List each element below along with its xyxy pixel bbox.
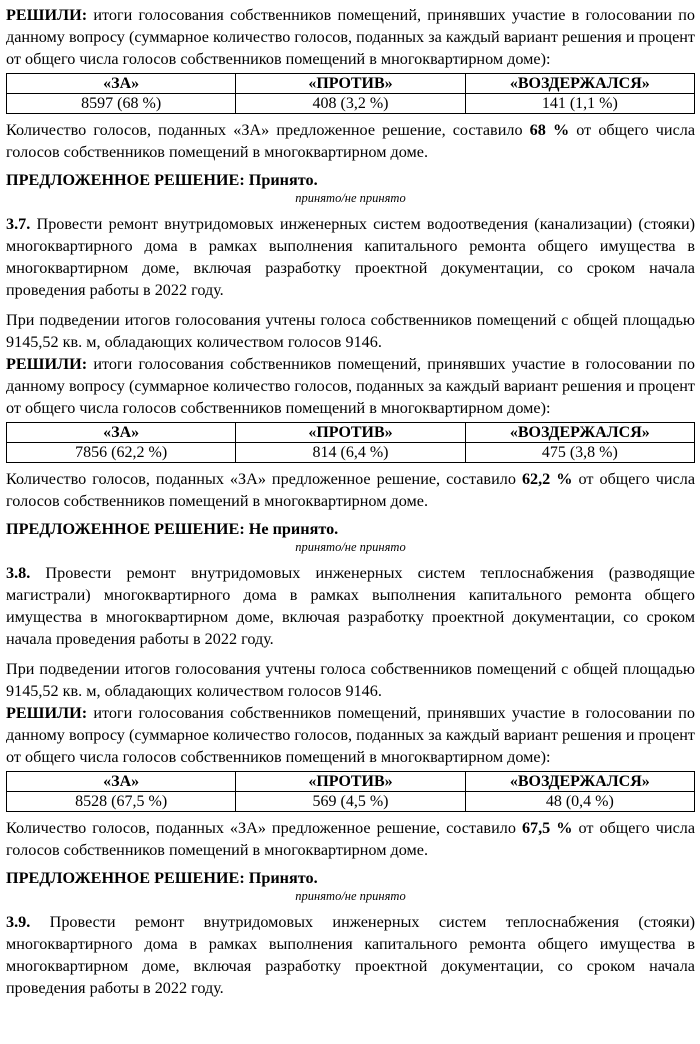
votes-table xyxy=(6,73,695,114)
votes-value-row xyxy=(7,94,695,114)
item-number: 3.8. xyxy=(6,564,31,582)
votes-value-row xyxy=(7,443,695,463)
item-3-7-text xyxy=(6,213,695,301)
votes-header-for: «ЗА» xyxy=(7,74,236,94)
decision-line xyxy=(6,169,695,191)
votes-value-abstain: 475 (3,8 %) xyxy=(465,443,694,463)
decision-hint: принято/не принято xyxy=(295,540,406,554)
decision-hint: принято/не принято xyxy=(295,191,406,205)
summary-pre: Количество голосов, поданных «ЗА» предложенное решение, составило xyxy=(6,470,522,488)
resolved-label: РЕШИЛИ: xyxy=(6,6,88,24)
decision-value: Принято. xyxy=(244,869,318,887)
votes-value-row xyxy=(7,792,695,812)
resolved-paragraph xyxy=(6,353,695,419)
item-3-9-text xyxy=(6,911,695,999)
item-number: 3.9. xyxy=(6,913,31,931)
votes-header-for: «ЗА» xyxy=(7,772,236,792)
resolved-text: итоги голосования собственников помещений, принявших участие в голосовании по данному вопросу (суммарное количество голосов, поданных за каждый вариант решения и процент от общего числа голосов собственников помещений в многоквартирном доме): xyxy=(6,704,695,766)
votes-header-abstain: «ВОЗДЕРЖАЛСЯ» xyxy=(465,423,694,443)
votes-value-for: 7856 (62,2 %) xyxy=(7,443,236,463)
votes-header-row xyxy=(7,772,695,792)
votes-value-against: 569 (4,5 %) xyxy=(236,792,465,812)
summary-paragraph xyxy=(6,468,695,512)
votes-value-against: 408 (3,2 %) xyxy=(236,94,465,114)
item-text: Провести ремонт внутридомовых инженерных систем теплоснабжения (стояки) многоквартирного дома в рамках выполнения капитального ремонта общего имущества в многоквартирном доме, включая разработку проектной документации, со сроком начала проведения работы в 2022 году. xyxy=(6,913,695,997)
votes-header-abstain: «ВОЗДЕРЖАЛСЯ» xyxy=(465,772,694,792)
summary-percent: 68 % xyxy=(529,121,570,139)
votes-header-row xyxy=(7,423,695,443)
votes-value-abstain: 141 (1,1 %) xyxy=(465,94,694,114)
votes-value-for: 8597 (68 %) xyxy=(7,94,236,114)
decision-value: Принято. xyxy=(244,171,318,189)
resolved-text: итоги голосования собственников помещений, принявших участие в голосовании по данному вопросу (суммарное количество голосов, поданных за каждый вариант решения и процент от общего числа голосов собственников помещений в многоквартирном доме): xyxy=(6,355,695,417)
votes-table xyxy=(6,422,695,463)
votes-value-against: 814 (6,4 %) xyxy=(236,443,465,463)
decision-label: ПРЕДЛОЖЕННОЕ РЕШЕНИЕ: xyxy=(6,869,245,887)
decision-line xyxy=(6,867,695,889)
votes-header-for: «ЗА» xyxy=(7,423,236,443)
summary-percent: 62,2 % xyxy=(521,470,573,488)
decision-line xyxy=(6,518,695,540)
summary-post: от общего числа голосов собственников помещений в многоквартирном доме. xyxy=(6,819,696,859)
votes-header-against: «ПРОТИВ» xyxy=(236,772,465,792)
decision-label: ПРЕДЛОЖЕННОЕ РЕШЕНИЕ: xyxy=(6,171,245,189)
summary-post: от общего числа голосов собственников помещений в многоквартирном доме. xyxy=(6,470,696,510)
resolved-paragraph xyxy=(6,4,695,70)
votes-value-for: 8528 (67,5 %) xyxy=(7,792,236,812)
votes-header-row xyxy=(7,74,695,94)
resolved-label: РЕШИЛИ: xyxy=(6,355,88,373)
vote-count-paragraph: При подведении итогов голосования учтены голоса собственников помещений с общей площадью 9145,52 кв. м, обладающих количеством голосов 9146. xyxy=(6,311,695,351)
summary-paragraph xyxy=(6,817,695,861)
votes-header-against: «ПРОТИВ» xyxy=(236,74,465,94)
item-text: Провести ремонт внутридомовых инженерных систем водоотведения (канализации) (стояки) многоквартирного дома в рамках выполнения капитального ремонта общего имущества в многоквартирном доме, включая разработку проектной документации, со сроком начала проведения работы в 2022 году. xyxy=(6,215,695,299)
item-number: 3.7. xyxy=(6,215,31,233)
vote-count-paragraph: При подведении итогов голосования учтены голоса собственников помещений с общей площадью 9145,52 кв. м, обладающих количеством голосов 9146. xyxy=(6,660,695,700)
resolved-paragraph xyxy=(6,702,695,768)
votes-value-abstain: 48 (0,4 %) xyxy=(465,792,694,812)
votes-header-against: «ПРОТИВ» xyxy=(236,423,465,443)
summary-pre: Количество голосов, поданных «ЗА» предложенное решение, составило xyxy=(6,819,522,837)
decision-hint: принято/не принято xyxy=(295,889,406,903)
votes-table xyxy=(6,771,695,812)
decision-value: Не принято. xyxy=(244,520,339,538)
item-3-8-text xyxy=(6,562,695,650)
summary-post: от общего числа голосов собственников помещений в многоквартирном доме. xyxy=(6,121,696,161)
item-text: Провести ремонт внутридомовых инженерных систем теплоснабжения (разводящие магистрали) многоквартирного дома в рамках выполнения капитального ремонта общего имущества в многоквартирном доме, включая разработку проектной документации, со сроком начала проведения работы в 2022 году. xyxy=(6,564,695,648)
resolved-text: итоги голосования собственников помещений, принявших участие в голосовании по данному вопросу (суммарное количество голосов, поданных за каждый вариант решения и процент от общего числа голосов собственников помещений в многоквартирном доме): xyxy=(6,6,695,68)
resolved-label: РЕШИЛИ: xyxy=(6,704,88,722)
votes-header-abstain: «ВОЗДЕРЖАЛСЯ» xyxy=(465,74,694,94)
summary-percent: 67,5 % xyxy=(521,819,573,837)
summary-paragraph xyxy=(6,119,695,163)
summary-pre: Количество голосов, поданных «ЗА» предложенное решение, составило xyxy=(6,121,530,139)
decision-label: ПРЕДЛОЖЕННОЕ РЕШЕНИЕ: xyxy=(6,520,245,538)
